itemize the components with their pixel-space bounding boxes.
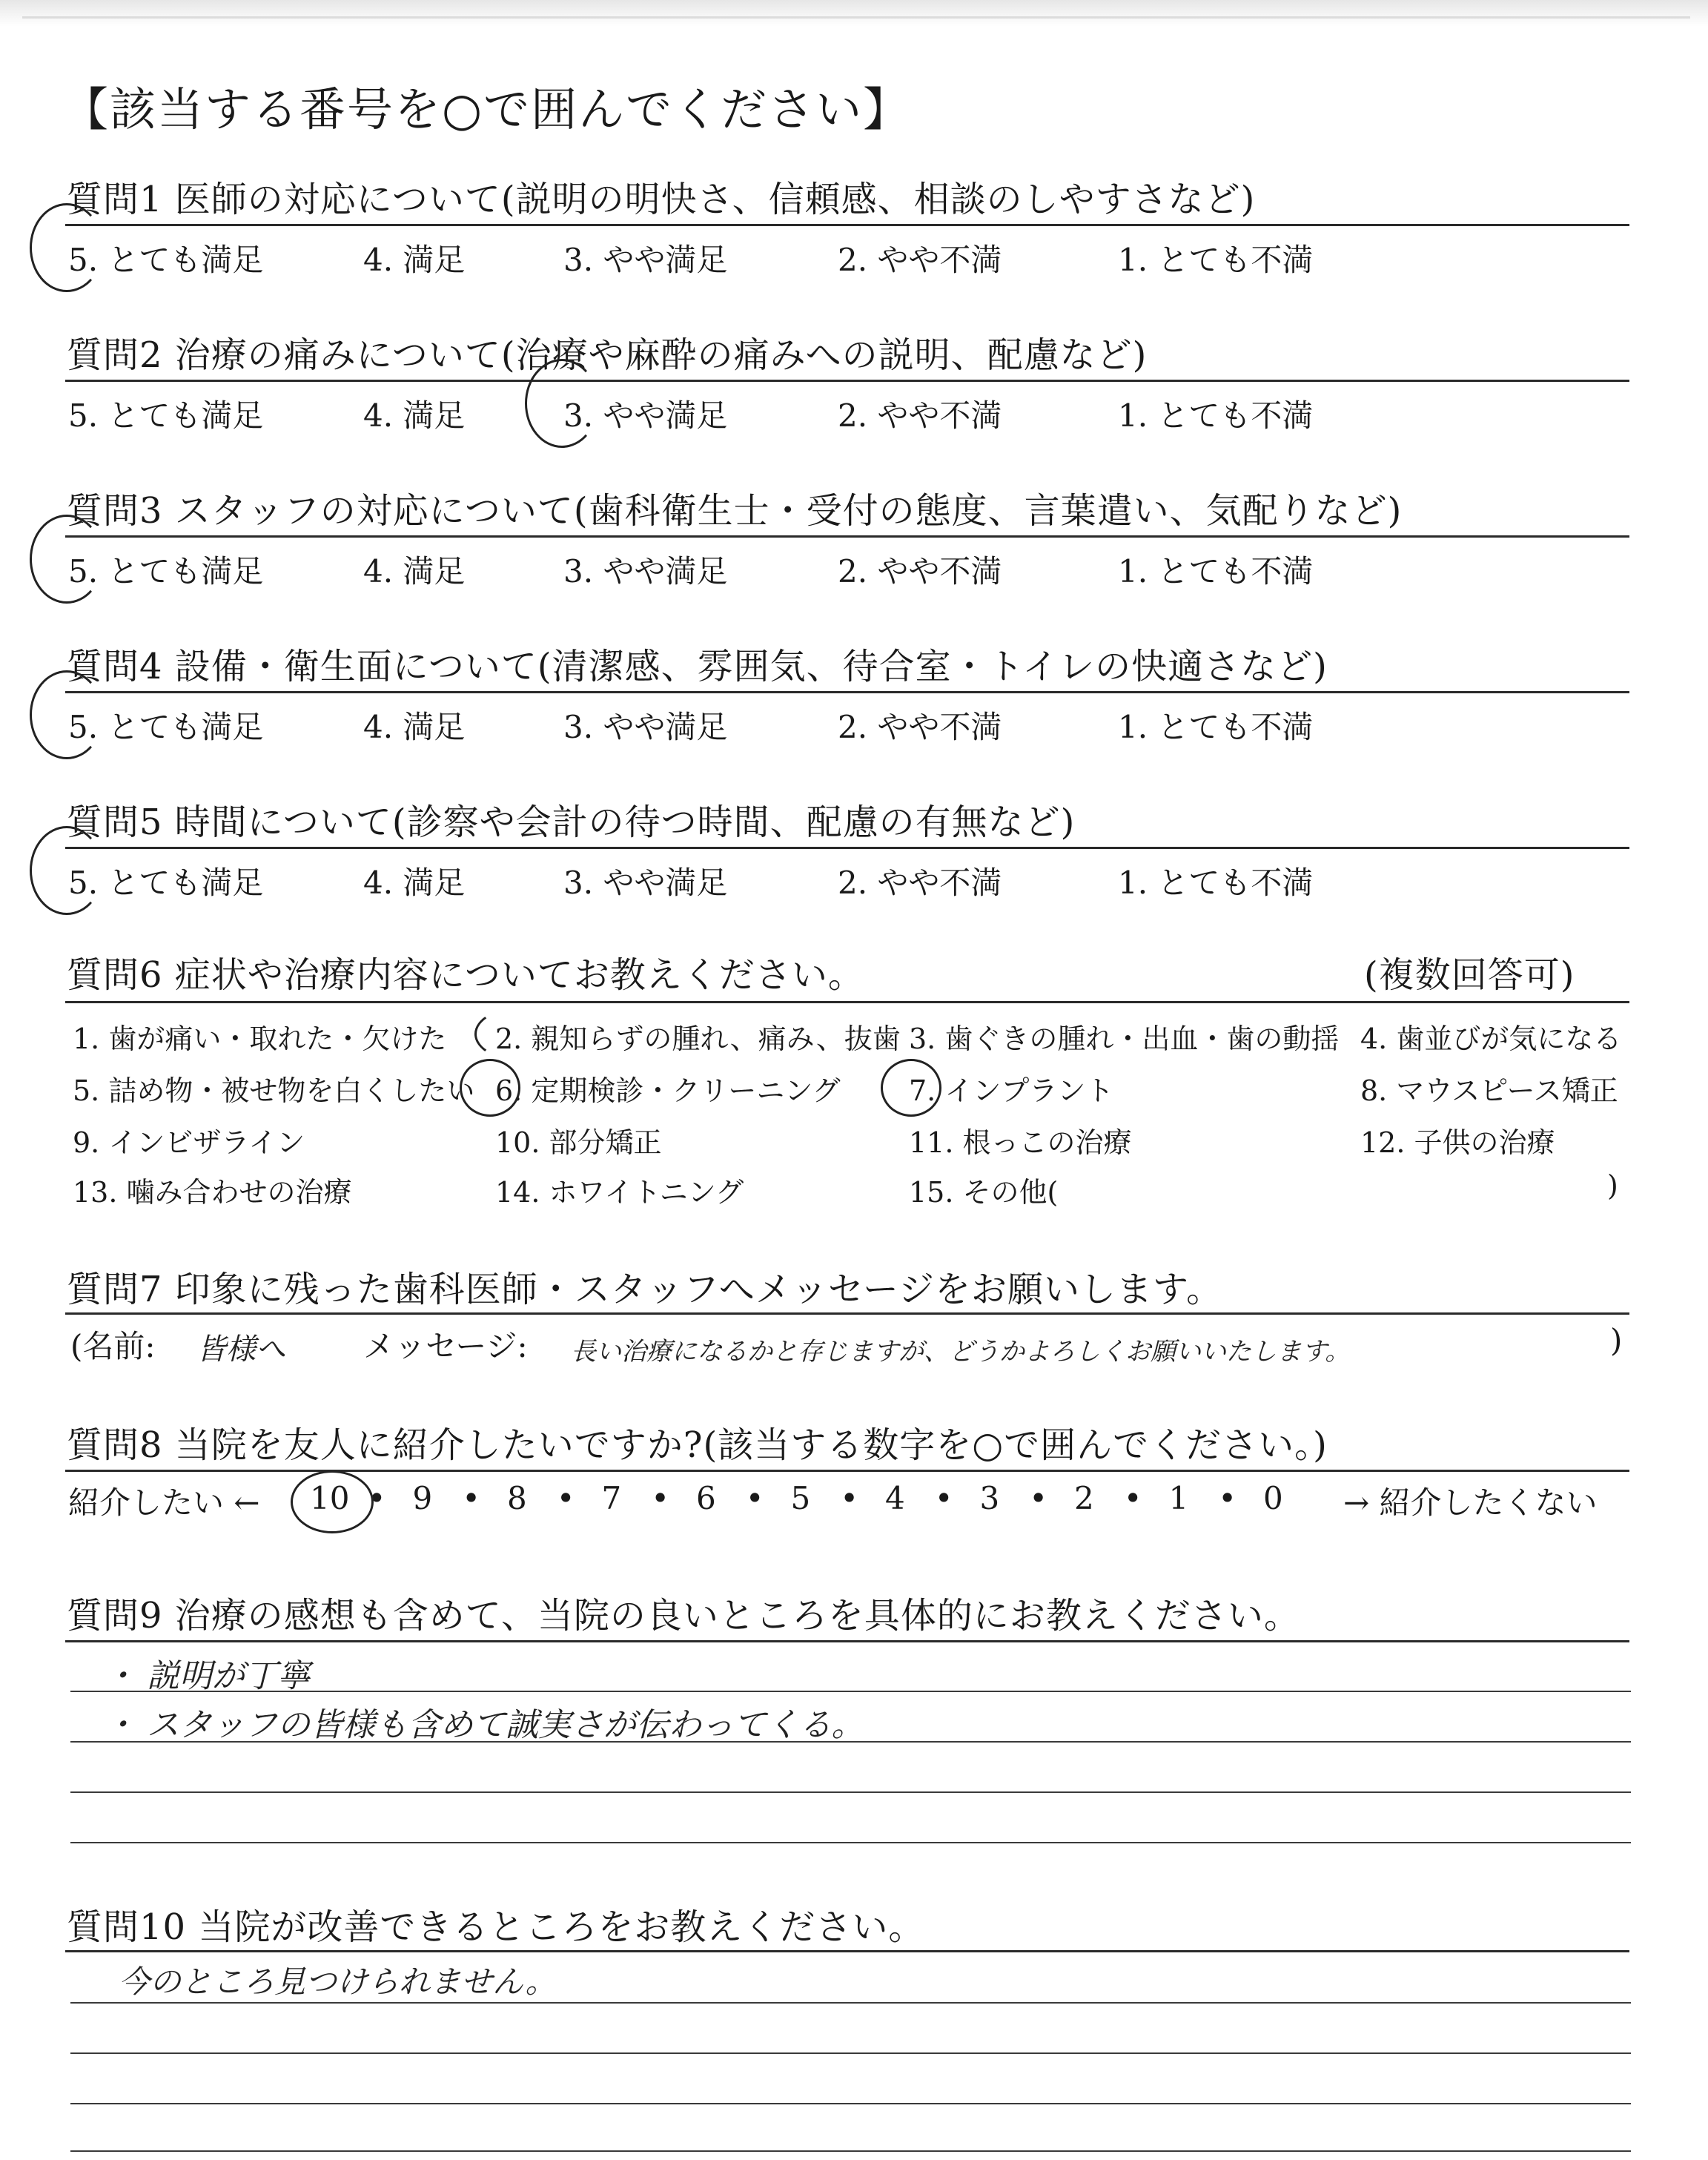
q5-option-5[interactable]: 5. とても満足 — [68, 865, 264, 901]
q4-rule — [65, 691, 1629, 693]
q9-write-line — [70, 1842, 1631, 1843]
q2-rule — [65, 380, 1629, 382]
q8-scale-9[interactable]: 9 — [412, 1480, 433, 1516]
scan-edge-line — [22, 16, 1690, 19]
scan-edge — [0, 0, 1708, 27]
q3-rule — [65, 535, 1629, 538]
q1-option-5[interactable]: 5. とても満足 — [68, 242, 264, 278]
q9-answer-1: ・ 説明が丁寧 — [104, 1657, 310, 1695]
q2-option-1[interactable]: 1. とても不満 — [1118, 397, 1314, 434]
q7-message-value: 長い治療になるかと存じますが、どうかよろしくお願いいたします。 — [571, 1337, 1351, 1367]
q1-rule — [65, 224, 1629, 226]
q2-option-2[interactable]: 2. やや不満 — [838, 397, 1002, 434]
q8-scale-separator: • — [651, 1480, 670, 1516]
q8-title: 質問8 当院を友人に紹介したいですか?(該当する数字を○で囲んでください。) — [67, 1424, 1328, 1466]
q4-option-4[interactable]: 4. 満足 — [363, 709, 466, 745]
q1-option-2[interactable]: 2. やや不満 — [838, 242, 1002, 278]
q8-scale-7[interactable]: 7 — [601, 1480, 622, 1516]
q8-scale-separator: • — [1218, 1480, 1237, 1516]
q10-write-line — [70, 2052, 1631, 2054]
q10-write-line — [70, 2103, 1631, 2104]
q3-option-5[interactable]: 5. とても満足 — [68, 553, 264, 589]
q6-option-11[interactable]: 11. 根っこの治療 — [909, 1126, 1132, 1159]
q6-option-5[interactable]: 5. 詰め物・被せ物を白くしたい — [73, 1074, 475, 1107]
q3-selected-circle — [30, 515, 104, 604]
q6-option-10[interactable]: 10. 部分矯正 — [495, 1126, 662, 1159]
q7-message-label: メッセージ: — [363, 1328, 528, 1364]
q1-title: 質問1 医師の対応について(説明の明快さ、信頼感、相談のしやすさなど) — [67, 179, 1256, 220]
q6-option-3[interactable]: 3. 歯ぐきの腫れ・出血・歯の動揺 — [909, 1023, 1340, 1055]
q6-rule — [65, 1001, 1629, 1003]
q9-write-line — [70, 1791, 1631, 1793]
q8-scale-separator: • — [367, 1480, 386, 1516]
q6-other-close-paren: ) — [1607, 1169, 1618, 1202]
q5-selected-circle — [30, 826, 104, 915]
q8-scale-separator: • — [840, 1480, 859, 1516]
q7-close-paren: ) — [1610, 1322, 1623, 1358]
q3-option-1[interactable]: 1. とても不満 — [1118, 553, 1314, 589]
q6-option-6-circle — [460, 1059, 520, 1117]
q5-rule — [65, 847, 1629, 849]
q2-option-3[interactable]: 3. やや満足 — [563, 397, 728, 434]
q5-option-2[interactable]: 2. やや不満 — [838, 865, 1002, 901]
q8-scale-1[interactable]: 1 — [1168, 1480, 1189, 1516]
q8-scale-4[interactable]: 4 — [885, 1480, 905, 1516]
q4-option-3[interactable]: 3. やや満足 — [563, 709, 728, 745]
q7-rule — [65, 1312, 1629, 1315]
q8-scale-separator: • — [1123, 1480, 1142, 1516]
q8-scale-separator: • — [934, 1480, 953, 1516]
q6-option-14[interactable]: 14. ホワイトニング — [495, 1176, 744, 1209]
q1-option-3[interactable]: 3. やや満足 — [563, 242, 728, 278]
q8-scale-separator: • — [556, 1480, 575, 1516]
q2-title: 質問2 治療の痛みについて(治療や麻酔の痛みへの説明、配慮など) — [67, 334, 1148, 376]
q9-title: 質問9 治療の感想も含めて、当院の良いところを具体的にお教えください。 — [67, 1595, 1300, 1636]
q4-option-2[interactable]: 2. やや不満 — [838, 709, 1002, 745]
q3-title: 質問3 スタッフの対応について(歯科衛生士・受付の態度、言葉遣い、気配りなど) — [67, 490, 1403, 532]
q8-selected-circle — [291, 1470, 374, 1533]
page-heading: 【該当する番号を○で囲んでください】 — [62, 82, 911, 136]
q7-name-label: (名前: — [70, 1328, 156, 1364]
q5-option-3[interactable]: 3. やや満足 — [563, 865, 728, 901]
q10-answer-1: 今のところ見つけられません。 — [119, 1964, 557, 2000]
q4-selected-circle — [30, 670, 104, 759]
q1-option-1[interactable]: 1. とても不満 — [1118, 242, 1314, 278]
q8-scale-10[interactable]: 10 — [310, 1480, 350, 1516]
q4-title: 質問4 設備・衛生面について(清潔感、雰囲気、待合室・トイレの快適さなど) — [67, 646, 1328, 687]
q10-title: 質問10 当院が改善できるところをお教えください。 — [67, 1906, 925, 1948]
q9-answer-2: ・ スタッフの皆様も含めて誠実さが伝わってくる。 — [104, 1706, 864, 1744]
q5-title: 質問5 時間について(診察や会計の待つ時間、配慮の有無など) — [67, 802, 1076, 843]
q10-write-line — [70, 2002, 1631, 2004]
q8-scale-0[interactable]: 0 — [1263, 1480, 1283, 1516]
q3-option-4[interactable]: 4. 満足 — [363, 553, 466, 589]
q2-selected-circle — [525, 359, 599, 448]
q9-rule — [65, 1640, 1629, 1642]
q6-option-9[interactable]: 9. インビザライン — [73, 1126, 305, 1159]
q6-option-8[interactable]: 8. マウスピース矯正 — [1360, 1074, 1618, 1107]
q7-name-value: 皆様へ — [196, 1332, 285, 1367]
q6-option-13[interactable]: 13. 噛み合わせの治療 — [73, 1176, 352, 1209]
q6-option-1[interactable]: 1. 歯が痛い・取れた・欠けた — [73, 1023, 447, 1055]
q8-scale-2[interactable]: 2 — [1074, 1480, 1094, 1516]
q6-option-4[interactable]: 4. 歯並びが気になる — [1360, 1023, 1622, 1055]
q5-option-1[interactable]: 1. とても不満 — [1118, 865, 1314, 901]
q6-option-7[interactable]: 7. インプラント — [909, 1074, 1114, 1107]
q5-option-4[interactable]: 4. 満足 — [363, 865, 466, 901]
q8-scale-separator: • — [1029, 1480, 1048, 1516]
q8-rule — [65, 1470, 1629, 1472]
q6-option-2-mark — [474, 1006, 571, 1062]
q6-option-15[interactable]: 15. その他( — [909, 1176, 1059, 1209]
q6-note: (複数回答可) — [1364, 954, 1575, 996]
q10-rule — [65, 1950, 1629, 1952]
q3-option-3[interactable]: 3. やや満足 — [563, 553, 728, 589]
q6-option-6[interactable]: 6. 定期検診・クリーニング — [495, 1074, 841, 1107]
q8-scale-6[interactable]: 6 — [696, 1480, 716, 1516]
q6-option-7-circle — [881, 1059, 941, 1117]
q4-option-1[interactable]: 1. とても不満 — [1118, 709, 1314, 745]
q7-title: 質問7 印象に残った歯科医師・スタッフへメッセージをお願いします。 — [67, 1269, 1223, 1310]
q6-option-2[interactable]: 2. 親知らずの腫れ、痛み、抜歯 — [495, 1023, 901, 1055]
q3-option-2[interactable]: 2. やや不満 — [838, 553, 1002, 589]
q8-scale-3[interactable]: 3 — [979, 1480, 1000, 1516]
q1-selected-circle — [30, 203, 104, 292]
q8-right-label: → 紹介したくない — [1343, 1484, 1598, 1521]
q2-option-4[interactable]: 4. 満足 — [363, 397, 466, 434]
q8-left-label: 紹介したい ← — [68, 1484, 260, 1521]
q4-option-5[interactable]: 5. とても満足 — [68, 709, 264, 745]
q6-option-12[interactable]: 12. 子供の治療 — [1360, 1126, 1555, 1159]
q8-scale-8[interactable]: 8 — [507, 1480, 527, 1516]
q10-write-line — [70, 2150, 1631, 2152]
q8-scale-5[interactable]: 5 — [790, 1480, 811, 1516]
q8-scale-separator: • — [745, 1480, 764, 1516]
q1-option-4[interactable]: 4. 満足 — [363, 242, 466, 278]
q2-option-5[interactable]: 5. とても満足 — [68, 397, 264, 434]
q8-scale-separator: • — [462, 1480, 481, 1516]
q6-title: 質問6 症状や治療内容についてお教えください。 — [67, 954, 864, 996]
